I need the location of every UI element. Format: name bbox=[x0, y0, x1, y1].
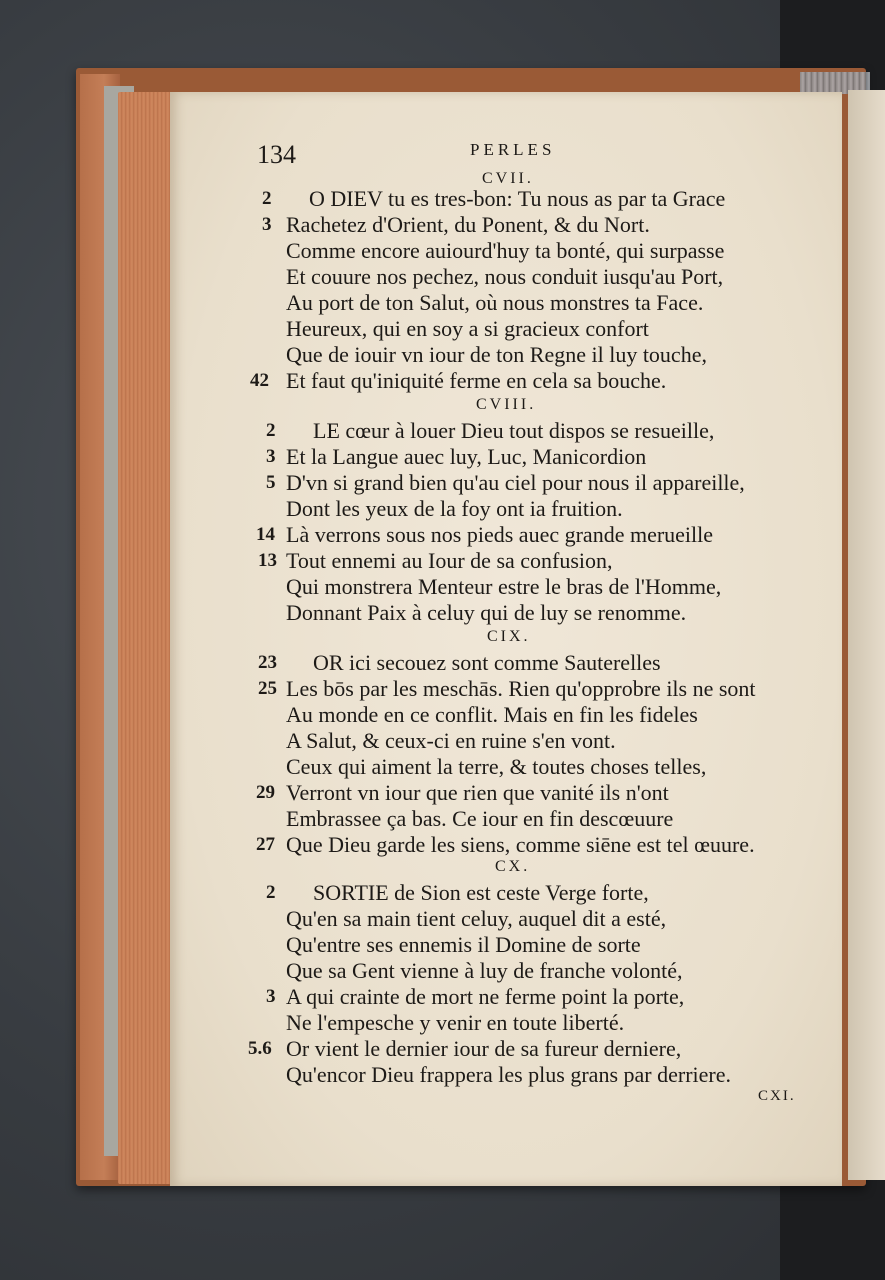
verse-number: 3 bbox=[266, 986, 276, 1007]
verse-line: Au monde en ce conflit. Mais en fin les fideles bbox=[286, 702, 698, 727]
verse-line: Rachetez d'Orient, du Ponent, & du Nort. bbox=[286, 212, 650, 237]
verse-line: Et la Langue auec luy, Luc, Manicordion bbox=[286, 444, 647, 469]
verse-line: Qu'encor Dieu frappera les plus grans par derriere. bbox=[286, 1062, 731, 1087]
facing-page bbox=[848, 90, 885, 1180]
verse-line: Et couure nos pechez, nous conduit iusqu'au Port, bbox=[286, 264, 724, 289]
verse-line: O DIEV tu es tres-bon: Tu nous as par ta Grace bbox=[309, 186, 726, 211]
verse-line: LE cœur à louer Dieu tout dispos se resueille, bbox=[313, 418, 715, 443]
verse-number: 14 bbox=[256, 524, 275, 545]
page-number: 134 bbox=[257, 140, 296, 169]
section-heading: CX. bbox=[495, 858, 531, 875]
verse-number: 13 bbox=[258, 550, 277, 571]
verse-line: Que de iouir vn iour de ton Regne il luy touche, bbox=[286, 342, 707, 367]
section-heading: CVII. bbox=[482, 170, 534, 187]
verse-number: 3 bbox=[262, 214, 272, 235]
verse-line: Les bōs par les meschās. Rien qu'opprobre ils ne sont bbox=[286, 676, 756, 701]
verse-number: 5 bbox=[266, 472, 276, 493]
verse-number: 5.6 bbox=[248, 1038, 272, 1059]
verse-line: Et faut qu'iniquité ferme en cela sa bouche. bbox=[286, 368, 667, 393]
section-heading: CIX. bbox=[487, 628, 531, 645]
catchword: CXI. bbox=[758, 1088, 796, 1104]
verse-line: Ne l'empesche y venir en toute liberté. bbox=[286, 1010, 625, 1035]
verse-line: Que Dieu garde les siens, comme siēne est tel œuure. bbox=[286, 832, 755, 857]
verse-number: 2 bbox=[262, 188, 272, 209]
verse-line: Qu'en sa main tient celuy, auquel dit a esté, bbox=[286, 906, 667, 931]
verse-line: Heureux, qui en soy a si gracieux confort bbox=[286, 316, 649, 341]
verse-line: A qui crainte de mort ne ferme point la porte, bbox=[286, 984, 685, 1009]
verse-number: 42 bbox=[250, 370, 269, 391]
verse-number: 27 bbox=[256, 834, 275, 855]
verse-line: Tout ennemi au Iour de sa confusion, bbox=[286, 548, 613, 573]
verse-number: 3 bbox=[266, 446, 276, 467]
verse-line: Au port de ton Salut, où nous monstres ta Face. bbox=[286, 290, 704, 315]
verse-number: 29 bbox=[256, 782, 275, 803]
verse-line: Qu'entre ses ennemis il Domine de sorte bbox=[286, 932, 641, 957]
verse-line: Qui monstrera Menteur estre le bras de l'Homme, bbox=[286, 574, 722, 599]
verse-number: 25 bbox=[258, 678, 277, 699]
verse-line: OR ici secouez sont comme Sauterelles bbox=[313, 650, 661, 675]
page-header bbox=[255, 140, 575, 170]
verse-line: Or vient le dernier iour de sa fureur derniere, bbox=[286, 1036, 682, 1061]
running-head: PERLES bbox=[470, 140, 556, 159]
verse-line: SORTIE de Sion est ceste Verge forte, bbox=[313, 880, 649, 905]
verse-number: 2 bbox=[266, 420, 276, 441]
verse-line: Que sa Gent vienne à luy de franche volonté, bbox=[286, 958, 683, 983]
verse-line: Dont les yeux de la foy ont ia fruition. bbox=[286, 496, 623, 521]
verse-line: Verront vn iour que rien que vanité ils n'ont bbox=[286, 780, 669, 805]
verse-line: Là verrons sous nos pieds auec grande merueille bbox=[286, 522, 714, 547]
verse-number: 2 bbox=[266, 882, 276, 903]
verse-line: Embrassee ça bas. Ce iour en fin descœuure bbox=[286, 806, 674, 831]
verse-line: D'vn si grand bien qu'au ciel pour nous il appareille, bbox=[286, 470, 745, 495]
verse-line: Donnant Paix à celuy qui de luy se renomme. bbox=[286, 600, 687, 625]
verse-line: Comme encore auiourd'huy ta bonté, qui surpasse bbox=[286, 238, 725, 263]
section-heading: CVIII. bbox=[476, 396, 537, 413]
verse-line: A Salut, & ceux-ci en ruine s'en vont. bbox=[286, 728, 616, 753]
verse-line: Ceux qui aiment la terre, & toutes choses telles, bbox=[286, 754, 707, 779]
verse-number: 23 bbox=[258, 652, 277, 673]
